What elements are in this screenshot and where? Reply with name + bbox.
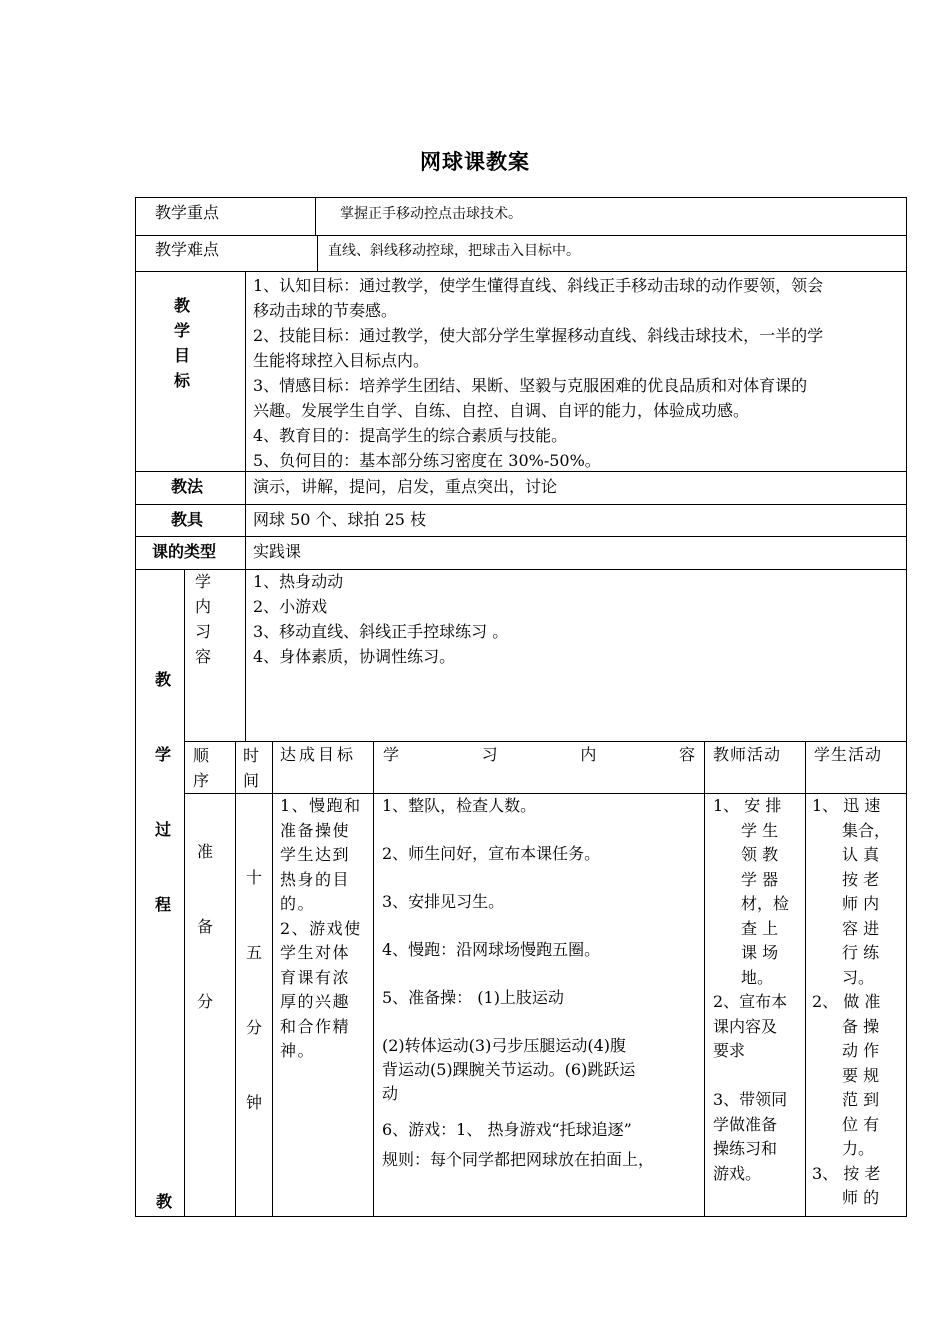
row-content: 1、整队，检查人数。 2、师生问好，宣布本课任务。 3、安排见习生。 4、慢跑：沿网球场慢跑五圈。 5、准备操： (1)上肢运动 (2)转体运动(3)弓步压腿运动(4)腹 背运动(5)踝腕关节运动。(6)跳跃运 动 6、游戏：1、 热身游戏“托球追逐” 规则：每个同学都把网球放在拍面上， bbox=[382, 796, 655, 1169]
content-label: 学 内 习 容 bbox=[194, 572, 211, 666]
equipment-label: 教具 bbox=[171, 510, 204, 529]
header-order: 顺 序 bbox=[193, 746, 210, 790]
lesson-type-label: 课的类型 bbox=[152, 542, 217, 561]
row-student: 1、 迅 速 集合， 认 真 按 老 师 内 容 进 行 练 习。 2、 做 准 备 操 动 作 要 规 范 到 位 有 力。 3、 按 老 师 的 bbox=[812, 796, 891, 1207]
difficulty-value: 直线、斜线移动控球，把球击入目标中。 bbox=[328, 243, 580, 259]
header-teacher: 教师活动 bbox=[713, 745, 782, 764]
process-side-label-bottom: 教 bbox=[156, 1192, 173, 1211]
header-content: 学 习 内 容 bbox=[383, 745, 695, 764]
row-time: 十 五 分 钟 bbox=[245, 868, 262, 1112]
row-order: 准 备 分 bbox=[196, 842, 213, 1011]
equipment-value: 网球 50 个、球拍 25 枝 bbox=[253, 510, 427, 529]
header-goal: 达成目标 bbox=[280, 745, 357, 764]
method-value: 演示，讲解，提问，启发，重点突出，讨论 bbox=[253, 477, 558, 496]
method-label: 教法 bbox=[171, 477, 204, 496]
row-goal: 1、慢跑和 准备操使 学生达到 热身的目 的。 2、游戏使 学生对体 育课有浓 厚的兴趣 和合作精 神。 bbox=[280, 796, 362, 1060]
page-title: 网球课教案 bbox=[420, 149, 530, 174]
lesson-plan-table bbox=[135, 197, 907, 1217]
objectives-text: 1、认知目标：通过教学，使学生懂得直线、斜线正手移动击球的动作要领，领会 移动击球的节奏感。 2、技能目标：通过教学，使大部分学生掌握移动直线、斜线击球技术，一半的学 生能将球控入目标点内。 3、情感目标：培养学生团结、果断、坚毅与克服困难的优良品质和对体育课的 兴趣。发展学生自学、自练、自控、自调、自评的能力，体验成功感。 4、教育目的：提高学生的综合素质与技能。 5、负何目的：基本部分练习密度在 30%-50%。 bbox=[253, 276, 824, 470]
objectives-label: 教 学 目 标 bbox=[173, 296, 190, 390]
key-point-value: 掌握正手移动控点击球技术。 bbox=[340, 206, 522, 222]
key-point-label: 教学重点 bbox=[155, 203, 220, 222]
process-side-label: 教 学 过 程 bbox=[154, 670, 171, 914]
row-teacher: 1、 安 排 学 生 领 教 学 器 材，检 查 上 课 场 地。 2、宣布本 课内容及 要求 3、带领同 学做准备 操练习和 游戏。 bbox=[713, 796, 790, 1183]
header-student: 学生活动 bbox=[814, 745, 883, 764]
lesson-type-value: 实践课 bbox=[253, 542, 302, 561]
header-time: 时 间 bbox=[243, 746, 260, 790]
difficulty-label: 教学难点 bbox=[155, 240, 220, 259]
content-list: 1、热身动动 2、小游戏 3、移动直线、斜线正手控球练习 。 4、身体素质，协调性练习。 bbox=[253, 572, 509, 666]
